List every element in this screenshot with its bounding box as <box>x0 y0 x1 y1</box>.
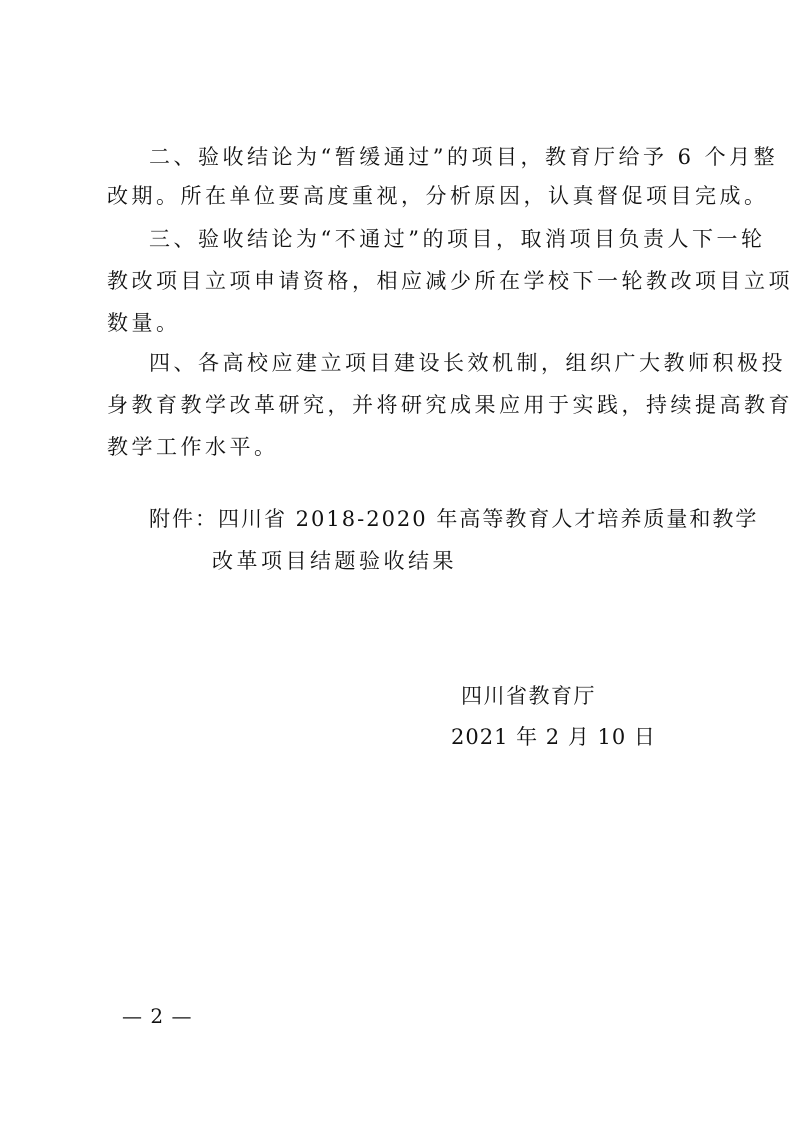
paragraph-2-line-2: 改期。所在单位要高度重视，分析原因，认真督促项目完成。 <box>107 184 769 208</box>
paragraph-3-line-2: 教改项目立项申请资格，相应减少所在学校下一轮教改项目立项 <box>107 269 793 293</box>
paragraph-4-line-3: 教学工作水平。 <box>107 435 279 459</box>
paragraph-4-line-1: 四、各高校应建立项目建设长效机制，组织广大教师积极投 <box>149 351 786 375</box>
paragraph-4-line-2: 身教育教学改革研究，并将研究成果应用于实践，持续提高教育 <box>107 393 793 417</box>
page-number: — 2 — <box>122 1004 193 1028</box>
attachment-line-2: 改革项目结题验收结果 <box>212 549 457 573</box>
signature-organization: 四川省教育厅 <box>461 684 596 708</box>
paragraph-3-line-3: 数量。 <box>107 311 181 335</box>
paragraph-3-line-1: 三、验收结论为“不通过”的项目，取消项目负责人下一轮 <box>149 227 766 251</box>
attachment-line-1: 附件：四川省 2018-2020 年高等教育人才培养质量和教学 <box>149 507 759 531</box>
signature-date: 2021 年 2 月 10 日 <box>451 725 656 749</box>
paragraph-2-line-1: 二、验收结论为“暂缓通过”的项目，教育厅给予 6 个月整 <box>149 145 779 169</box>
